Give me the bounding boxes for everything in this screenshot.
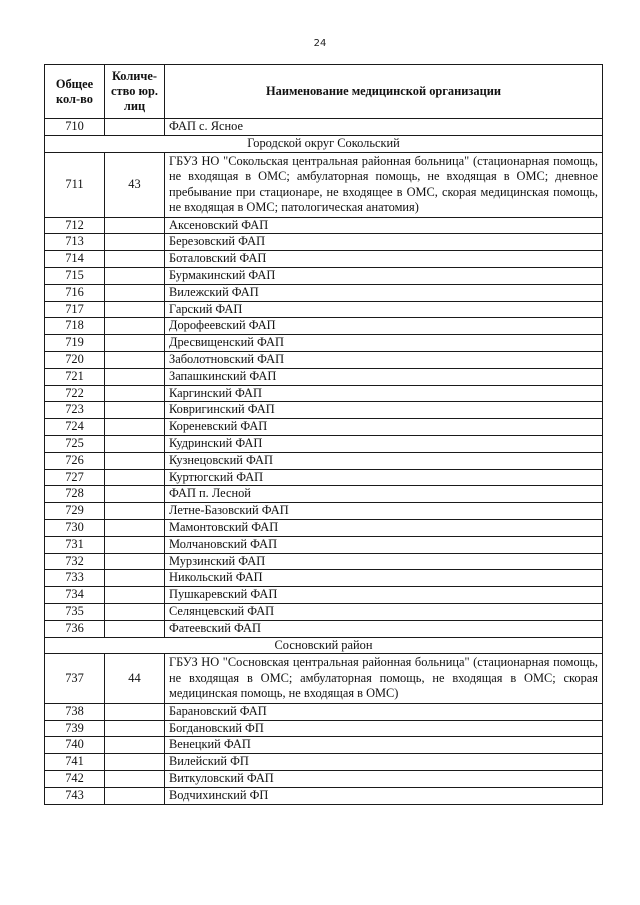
section-title: Городской округ Сокольский xyxy=(45,135,603,152)
organization-name-cell: Каргинский ФАП xyxy=(165,385,603,402)
legal-entities-count-cell: 43 xyxy=(105,152,165,217)
table-body xyxy=(45,119,603,805)
table-row xyxy=(45,435,603,452)
row-number-cell: 724 xyxy=(45,419,105,436)
organization-name-cell: Заболотновский ФАП xyxy=(165,351,603,368)
row-number-cell: 741 xyxy=(45,754,105,771)
legal-entities-count-cell xyxy=(105,318,165,335)
table-row xyxy=(45,587,603,604)
table-row xyxy=(45,603,603,620)
header-legal-entities-count: Количе-ство юр. лиц xyxy=(105,65,165,119)
row-number-cell: 735 xyxy=(45,603,105,620)
organization-name-cell: Кудринский ФАП xyxy=(165,435,603,452)
organization-name-cell: Бурмакинский ФАП xyxy=(165,267,603,284)
row-number-cell: 734 xyxy=(45,587,105,604)
row-number-cell: 743 xyxy=(45,787,105,804)
row-number-cell: 723 xyxy=(45,402,105,419)
organization-name-cell: Аксеновский ФАП xyxy=(165,217,603,234)
table-row xyxy=(45,703,603,720)
legal-entities-count-cell xyxy=(105,435,165,452)
legal-entities-count-cell xyxy=(105,771,165,788)
legal-entities-count-cell xyxy=(105,217,165,234)
legal-entities-count-cell xyxy=(105,703,165,720)
row-number-cell: 722 xyxy=(45,385,105,402)
table-row xyxy=(45,771,603,788)
table-row xyxy=(45,318,603,335)
row-number-cell: 720 xyxy=(45,351,105,368)
table-row xyxy=(45,301,603,318)
legal-entities-count-cell xyxy=(105,368,165,385)
table-row xyxy=(45,570,603,587)
legal-entities-count-cell xyxy=(105,402,165,419)
legal-entities-count-cell xyxy=(105,234,165,251)
legal-entities-count-cell xyxy=(105,486,165,503)
page-number: 24 xyxy=(313,38,327,49)
organization-name-cell: Водчихинский ФП xyxy=(165,787,603,804)
legal-entities-count-cell xyxy=(105,620,165,637)
organization-name-cell: Куртюгский ФАП xyxy=(165,469,603,486)
row-number-cell: 719 xyxy=(45,335,105,352)
table-row xyxy=(45,737,603,754)
organization-name-cell: Селянцевский ФАП xyxy=(165,603,603,620)
organization-name-cell: Гарский ФАП xyxy=(165,301,603,318)
row-number-cell: 733 xyxy=(45,570,105,587)
table-row xyxy=(45,251,603,268)
legal-entities-count-cell xyxy=(105,553,165,570)
legal-entities-count-cell xyxy=(105,452,165,469)
organization-name-cell: Березовский ФАП xyxy=(165,234,603,251)
legal-entities-count-cell xyxy=(105,737,165,754)
table-row xyxy=(45,267,603,284)
organization-name-cell: ФАП с. Ясное xyxy=(165,119,603,136)
legal-entities-count-cell xyxy=(105,335,165,352)
organization-name-cell: Кореневский ФАП xyxy=(165,419,603,436)
row-number-cell: 728 xyxy=(45,486,105,503)
row-number-cell: 737 xyxy=(45,654,105,704)
legal-entities-count-cell xyxy=(105,119,165,136)
organization-name-cell: Дорофеевский ФАП xyxy=(165,318,603,335)
organization-name-cell: ГБУЗ НО "Сокольская центральная районная больница" (стационарная помощь, не входящая в ОМС; амбулаторная помощь, не входящая в ОМС; дневное пребывание при стационаре, не входящее в ОМС, скорая медицинская помощь, не входящая в ОМС; патологическая анатомия) xyxy=(165,152,603,217)
organization-name-cell: Вилейский ФП xyxy=(165,754,603,771)
legal-entities-count-cell xyxy=(105,503,165,520)
table-row xyxy=(45,469,603,486)
table-row xyxy=(45,553,603,570)
table-row xyxy=(45,335,603,352)
organization-name-cell: Дресвищенский ФАП xyxy=(165,335,603,352)
organization-name-cell: ГБУЗ НО "Сосновская центральная районная больница" (стационарная помощь, не входящая в ОМС; амбулаторная помощь, не входящая в ОМС; скорая медицинская помощь, не входящая в ОМС) xyxy=(165,654,603,704)
organization-name-cell: Запашкинский ФАП xyxy=(165,368,603,385)
row-number-cell: 732 xyxy=(45,553,105,570)
row-number-cell: 712 xyxy=(45,217,105,234)
organization-name-cell: Кузнецовский ФАП xyxy=(165,452,603,469)
table-row xyxy=(45,754,603,771)
row-number-cell: 715 xyxy=(45,267,105,284)
table-row xyxy=(45,486,603,503)
row-number-cell: 730 xyxy=(45,519,105,536)
legal-entities-count-cell xyxy=(105,587,165,604)
table-row xyxy=(45,519,603,536)
table-row xyxy=(45,720,603,737)
table-row xyxy=(45,217,603,234)
organization-name-cell: Боталовский ФАП xyxy=(165,251,603,268)
row-number-cell: 710 xyxy=(45,119,105,136)
legal-entities-count-cell xyxy=(105,469,165,486)
legal-entities-count-cell xyxy=(105,419,165,436)
table-row xyxy=(45,620,603,637)
legal-entities-count-cell xyxy=(105,284,165,301)
table-row xyxy=(45,503,603,520)
organization-name-cell: Виткуловский ФАП xyxy=(165,771,603,788)
legal-entities-count-cell xyxy=(105,570,165,587)
organization-name-cell: Вилежский ФАП xyxy=(165,284,603,301)
legal-entities-count-cell: 44 xyxy=(105,654,165,704)
legal-entities-count-cell xyxy=(105,754,165,771)
legal-entities-count-cell xyxy=(105,536,165,553)
row-number-cell: 717 xyxy=(45,301,105,318)
table-row xyxy=(45,654,603,704)
section-title: Сосновский район xyxy=(45,637,603,654)
legal-entities-count-cell xyxy=(105,787,165,804)
legal-entities-count-cell xyxy=(105,720,165,737)
header-total-count: Общее кол-во xyxy=(45,65,105,119)
table-row xyxy=(45,419,603,436)
organization-name-cell: ФАП п. Лесной xyxy=(165,486,603,503)
table-row xyxy=(45,234,603,251)
organizations-table xyxy=(44,64,603,805)
row-number-cell: 718 xyxy=(45,318,105,335)
section-row xyxy=(45,637,603,654)
table-row xyxy=(45,284,603,301)
organization-name-cell: Ковригинский ФАП xyxy=(165,402,603,419)
section-row xyxy=(45,135,603,152)
header-organization-name: Наименование медицинской организации xyxy=(165,65,603,119)
row-number-cell: 726 xyxy=(45,452,105,469)
row-number-cell: 729 xyxy=(45,503,105,520)
table-row xyxy=(45,152,603,217)
organization-name-cell: Богдановский ФП xyxy=(165,720,603,737)
table-header-row xyxy=(45,65,603,119)
row-number-cell: 725 xyxy=(45,435,105,452)
row-number-cell: 721 xyxy=(45,368,105,385)
row-number-cell: 740 xyxy=(45,737,105,754)
organization-name-cell: Молчановский ФАП xyxy=(165,536,603,553)
table-row xyxy=(45,119,603,136)
table-row xyxy=(45,402,603,419)
row-number-cell: 713 xyxy=(45,234,105,251)
row-number-cell: 739 xyxy=(45,720,105,737)
organization-name-cell: Никольский ФАП xyxy=(165,570,603,587)
row-number-cell: 711 xyxy=(45,152,105,217)
organization-name-cell: Мурзинский ФАП xyxy=(165,553,603,570)
legal-entities-count-cell xyxy=(105,519,165,536)
legal-entities-count-cell xyxy=(105,603,165,620)
legal-entities-count-cell xyxy=(105,351,165,368)
table-row xyxy=(45,536,603,553)
organization-name-cell: Барановский ФАП xyxy=(165,703,603,720)
legal-entities-count-cell xyxy=(105,385,165,402)
organization-name-cell: Летне-Базовский ФАП xyxy=(165,503,603,520)
legal-entities-count-cell xyxy=(105,251,165,268)
table-row xyxy=(45,385,603,402)
legal-entities-count-cell xyxy=(105,267,165,284)
organization-name-cell: Фатеевский ФАП xyxy=(165,620,603,637)
organization-name-cell: Пушкаревский ФАП xyxy=(165,587,603,604)
row-number-cell: 736 xyxy=(45,620,105,637)
table-row xyxy=(45,452,603,469)
row-number-cell: 727 xyxy=(45,469,105,486)
row-number-cell: 742 xyxy=(45,771,105,788)
row-number-cell: 714 xyxy=(45,251,105,268)
legal-entities-count-cell xyxy=(105,301,165,318)
row-number-cell: 716 xyxy=(45,284,105,301)
table-row xyxy=(45,351,603,368)
row-number-cell: 738 xyxy=(45,703,105,720)
table-row xyxy=(45,368,603,385)
table-row xyxy=(45,787,603,804)
row-number-cell: 731 xyxy=(45,536,105,553)
organization-name-cell: Венецкий ФАП xyxy=(165,737,603,754)
organization-name-cell: Мамонтовский ФАП xyxy=(165,519,603,536)
